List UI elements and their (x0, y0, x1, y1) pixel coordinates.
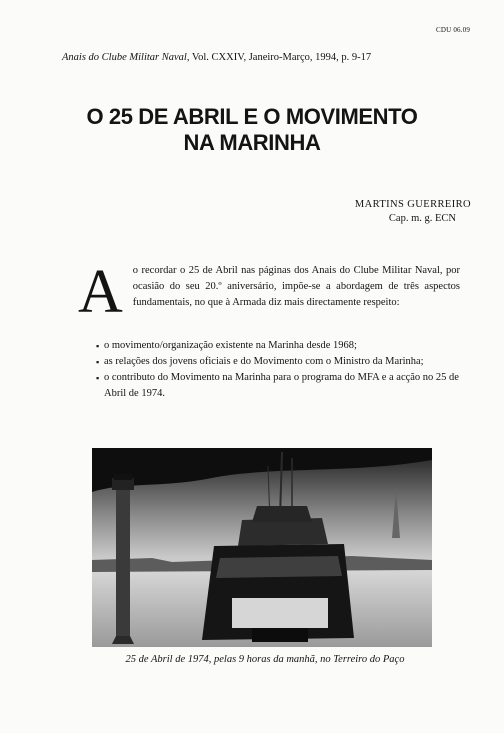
list-item (96, 354, 464, 370)
topic-list (96, 338, 464, 402)
list-item-text: as relações dos jovens oficiais e do Movimento com o Ministro da Marinha; (104, 356, 424, 367)
title-line-2: NA MARINHA (183, 130, 321, 155)
journal-details: , Vol. CXXIV, Janeiro-Março, 1994, p. 9-17 (186, 52, 372, 63)
bullet-icon: ▪ (96, 373, 100, 383)
journal-header (62, 52, 442, 63)
bullet-icon: ▪ (96, 357, 100, 367)
author-block (355, 198, 471, 226)
cdu-code: CDU 06.09 (436, 26, 471, 34)
intro-paragraph (78, 258, 460, 326)
historical-photo (92, 448, 432, 647)
title-line-1: O 25 DE ABRIL E O MOVIMENTO (86, 104, 418, 129)
list-item-text: o movimento/organização existente na Marinha desde 1968; (104, 340, 357, 351)
article-title (40, 104, 464, 156)
author-rank: Cap. m. g. ECN (388, 213, 456, 224)
bullet-icon: ▪ (96, 341, 100, 351)
list-item (96, 370, 464, 402)
author-name: MARTINS GUERREIRO (354, 199, 471, 210)
list-item (96, 338, 464, 354)
photo-caption: 25 de Abril de 1974, pelas 9 horas da manhã, no Terreiro do Paço (125, 654, 405, 665)
intro-text: o recordar o 25 de Abril nas páginas dos Anais do Clube Militar Naval, por ocasião do seu 20.º aniversário, impõe-se a abordagem de três aspectos fundamentais, no que à Armada diz mais directamente respeito: (132, 265, 460, 308)
journal-name: Anais do Clube Militar Naval (62, 52, 187, 63)
list-item-text: o contributo do Movimento na Marinha para o programa do MFA e a acção no 25 de Abril de 1974. (104, 372, 459, 399)
drop-cap: A (78, 258, 123, 326)
photo-illustration (92, 448, 432, 647)
